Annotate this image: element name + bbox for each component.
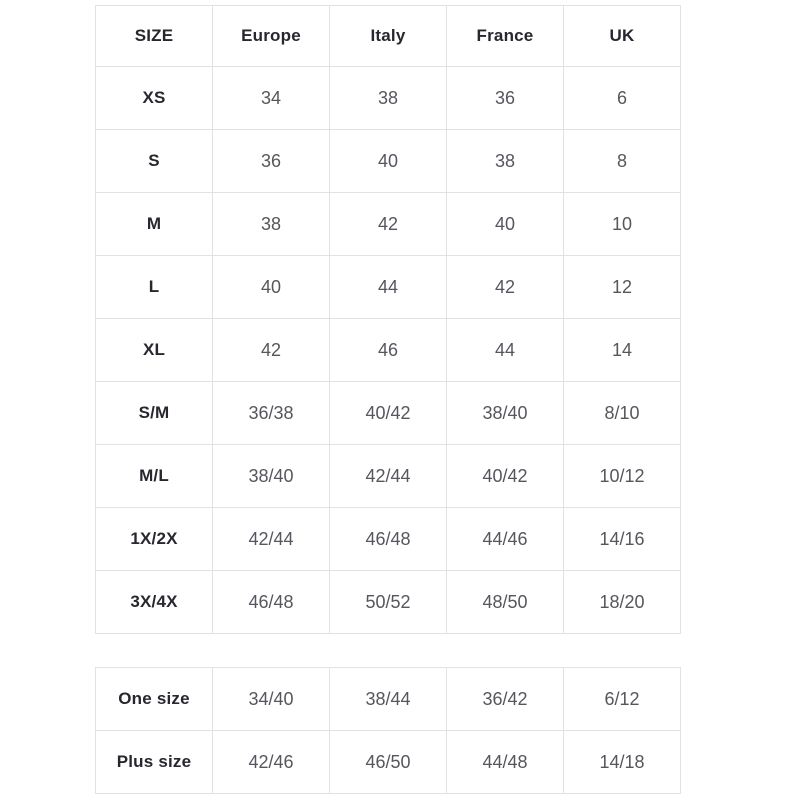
table-cell: 40: [330, 130, 447, 193]
table-cell: 38: [447, 130, 564, 193]
table-cell: 8/10: [564, 382, 681, 445]
table-row: [96, 668, 681, 731]
table-cell: 36/42: [447, 668, 564, 731]
table-cell: 14/18: [564, 731, 681, 794]
table-cell: 36/38: [213, 382, 330, 445]
column-header-france: France: [447, 6, 564, 67]
table-row: [96, 508, 681, 571]
size-label-cell: S: [96, 130, 213, 193]
size-label-cell: 3X/4X: [96, 571, 213, 634]
table-row: [96, 731, 681, 794]
table-cell: 42/44: [330, 445, 447, 508]
size-label-cell: L: [96, 256, 213, 319]
table-cell: 34/40: [213, 668, 330, 731]
table-cell: 38: [330, 67, 447, 130]
size-label-cell: S/M: [96, 382, 213, 445]
special-sizes-table-body: [96, 668, 681, 794]
table-cell: 14: [564, 319, 681, 382]
size-label-cell: XL: [96, 319, 213, 382]
table-row: [96, 445, 681, 508]
table-row: [96, 571, 681, 634]
table-cell: 40: [447, 193, 564, 256]
size-label-cell: M: [96, 193, 213, 256]
table-cell: 6: [564, 67, 681, 130]
size-label-cell: Plus size: [96, 731, 213, 794]
column-header-uk: UK: [564, 6, 681, 67]
table-cell: 42: [330, 193, 447, 256]
table-cell: 12: [564, 256, 681, 319]
table-cell: 42: [447, 256, 564, 319]
table-cell: 46: [330, 319, 447, 382]
table-row: [96, 130, 681, 193]
size-label-cell: XS: [96, 67, 213, 130]
table-cell: 40: [213, 256, 330, 319]
size-chart-section: [95, 5, 681, 794]
table-cell: 38/44: [330, 668, 447, 731]
table-cell: 42/44: [213, 508, 330, 571]
table-cell: 44/46: [447, 508, 564, 571]
table-cell: 10/12: [564, 445, 681, 508]
table-cell: 46/50: [330, 731, 447, 794]
column-header-europe: Europe: [213, 6, 330, 67]
table-cell: 44/48: [447, 731, 564, 794]
table-cell: 46/48: [213, 571, 330, 634]
table-cell: 42: [213, 319, 330, 382]
table-cell: 44: [447, 319, 564, 382]
table-cell: 42/46: [213, 731, 330, 794]
table-cell: 36: [447, 67, 564, 130]
header-row: [96, 6, 681, 67]
table-cell: 46/48: [330, 508, 447, 571]
table-cell: 34: [213, 67, 330, 130]
table-row: [96, 67, 681, 130]
size-conversion-table: [95, 5, 681, 634]
table-row: [96, 382, 681, 445]
table-cell: 38: [213, 193, 330, 256]
table-cell: 50/52: [330, 571, 447, 634]
special-sizes-table: [95, 667, 681, 794]
table-cell: 40/42: [330, 382, 447, 445]
table-cell: 18/20: [564, 571, 681, 634]
column-header-italy: Italy: [330, 6, 447, 67]
table-cell: 8: [564, 130, 681, 193]
table-cell: 44: [330, 256, 447, 319]
table-row: [96, 319, 681, 382]
size-label-cell: One size: [96, 668, 213, 731]
table-cell: 14/16: [564, 508, 681, 571]
table-cell: 6/12: [564, 668, 681, 731]
table-cell: 38/40: [213, 445, 330, 508]
size-conversion-table-body: [96, 67, 681, 634]
table-row: [96, 193, 681, 256]
size-label-cell: M/L: [96, 445, 213, 508]
table-cell: 48/50: [447, 571, 564, 634]
size-conversion-table-header: [96, 6, 681, 67]
table-cell: 38/40: [447, 382, 564, 445]
table-cell: 40/42: [447, 445, 564, 508]
table-cell: 10: [564, 193, 681, 256]
table-row: [96, 256, 681, 319]
column-header-size: SIZE: [96, 6, 213, 67]
table-cell: 36: [213, 130, 330, 193]
size-label-cell: 1X/2X: [96, 508, 213, 571]
